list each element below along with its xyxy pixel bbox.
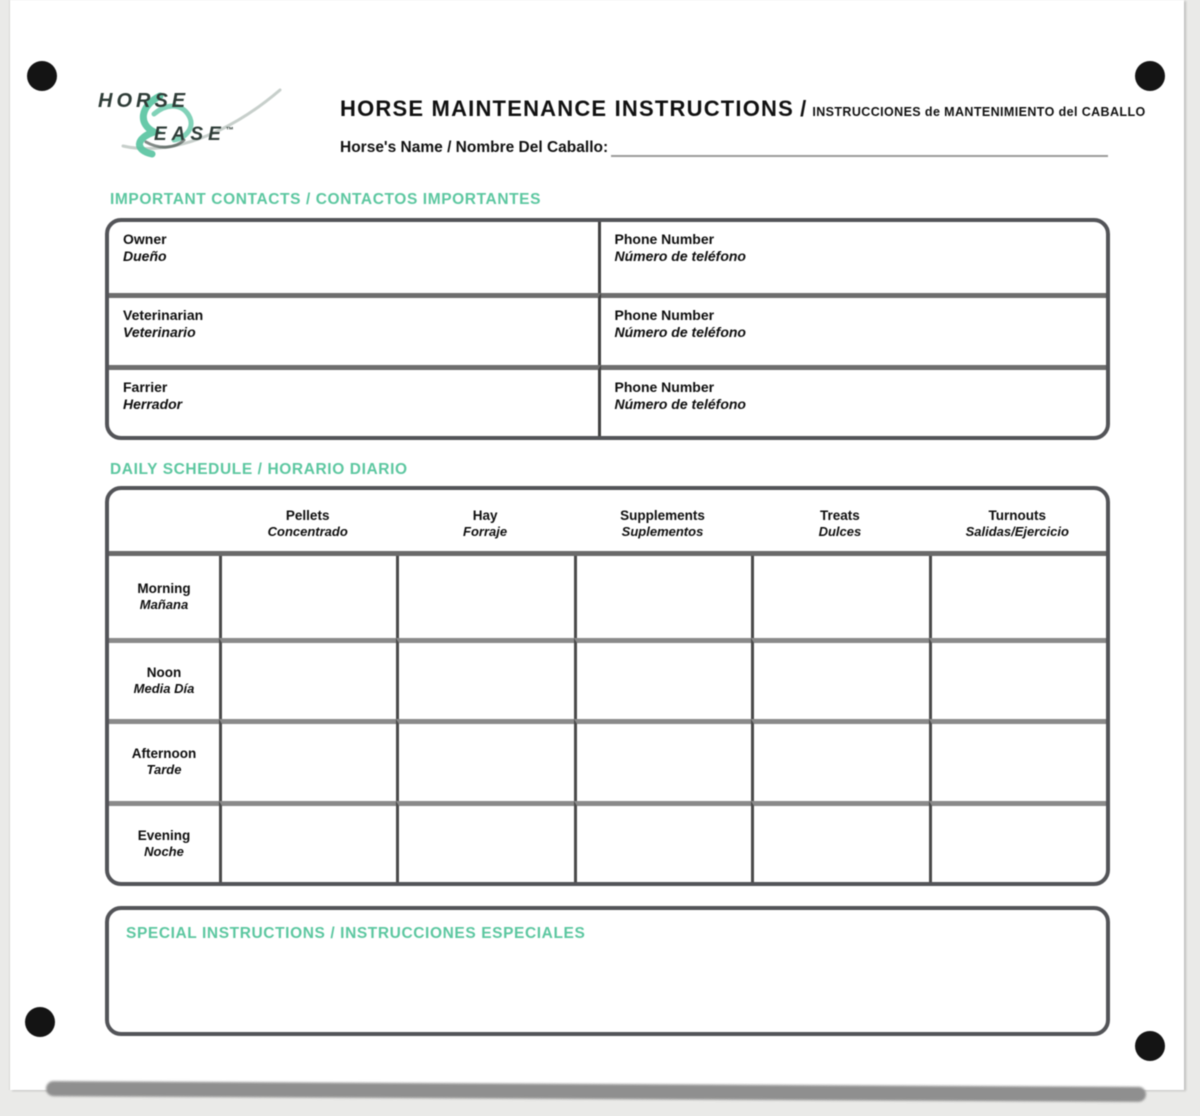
schedule-header-corner [109, 490, 219, 556]
schedule-header-supplements: Supplements Suplementos [574, 490, 751, 556]
horse-name-row [340, 139, 1108, 157]
page-title [340, 96, 1146, 122]
corner-mount-dot-top-right [1135, 61, 1165, 91]
schedule-row-label-morning: Morning Mañana [137, 580, 191, 612]
schedule-cell-empty [751, 638, 928, 720]
schedule-cell-empty [574, 638, 751, 720]
horse-name-blank-line [611, 140, 1108, 157]
contact-phone-cell: Phone Number Número de teléfono [601, 365, 1106, 436]
schedule-cell-empty [219, 638, 396, 720]
corner-mount-dot-top-left [27, 61, 57, 91]
schedule-header-treats: Treats Dulces [751, 490, 928, 556]
contact-role-cell: Farrier Herrador [109, 365, 601, 436]
schedule-cell-empty [396, 556, 573, 638]
schedule-cell-empty [219, 801, 396, 883]
title-block [340, 96, 1146, 157]
special-instructions-box [105, 906, 1110, 1036]
schedule-cell-empty [396, 801, 573, 883]
schedule-cell-empty [396, 719, 573, 801]
schedule-cell-empty [219, 556, 396, 638]
horse-name-label: Horse's Name / Nombre Del Caballo: [340, 139, 609, 156]
contacts-table [105, 218, 1110, 440]
schedule-cell-empty [751, 801, 928, 883]
schedule-cell-empty [574, 801, 751, 883]
schedule-header-turnouts: Turnouts Salidas/Ejercicio [929, 490, 1106, 556]
form-page [10, 0, 1184, 1090]
logo-word-ease: EASE™ [154, 124, 234, 145]
schedule-cell-empty [574, 719, 751, 801]
contact-role-cell: Owner Dueño [109, 222, 601, 293]
trademark-mark: ™ [225, 125, 234, 135]
schedule-row-label-evening: Evening Noche [109, 801, 219, 883]
schedule-row-label-noon: Noon Media Día [109, 638, 219, 720]
schedule-cell-empty [929, 556, 1106, 638]
schedule-section-label: DAILY SCHEDULE / HORARIO DIARIO [110, 461, 408, 478]
title-separator: / [794, 96, 813, 121]
schedule-header-pellets: Pellets Concentrado [219, 490, 396, 556]
brand-logo [88, 84, 288, 164]
schedule-row-label-afternoon: Afternoon Tarde [109, 719, 219, 801]
schedule-header-hay: Hay Forraje [396, 490, 573, 556]
corner-mount-dot-bottom-left [25, 1007, 55, 1037]
logo-word-horse: HORSE [98, 90, 190, 112]
page-title-english: HORSE MAINTENANCE INSTRUCTIONS [340, 96, 795, 121]
schedule-cell-empty [574, 556, 751, 638]
schedule-table [105, 486, 1110, 886]
page-title-spanish: INSTRUCCIONES de MANTENIMIENTO del CABALLO [812, 105, 1146, 119]
corner-mount-dot-bottom-right [1135, 1031, 1165, 1061]
schedule-cell-empty [396, 638, 573, 720]
contacts-section-label: IMPORTANT CONTACTS / CONTACTOS IMPORTANTES [110, 191, 542, 208]
schedule-cell-empty [751, 719, 928, 801]
contact-phone-cell: Phone Number Número de teléfono [601, 293, 1106, 364]
schedule-cell-empty [929, 801, 1106, 883]
contact-phone-cell: Phone Number Número de teléfono [614, 231, 746, 264]
schedule-cell-empty [929, 719, 1106, 801]
schedule-cell-empty [751, 556, 928, 638]
schedule-cell-empty [929, 638, 1106, 720]
contact-role-cell: Veterinarian Veterinario [109, 293, 601, 364]
special-instructions-label: SPECIAL INSTRUCTIONS / INSTRUCCIONES ESPECIALES [126, 925, 586, 942]
schedule-cell-empty [219, 719, 396, 801]
